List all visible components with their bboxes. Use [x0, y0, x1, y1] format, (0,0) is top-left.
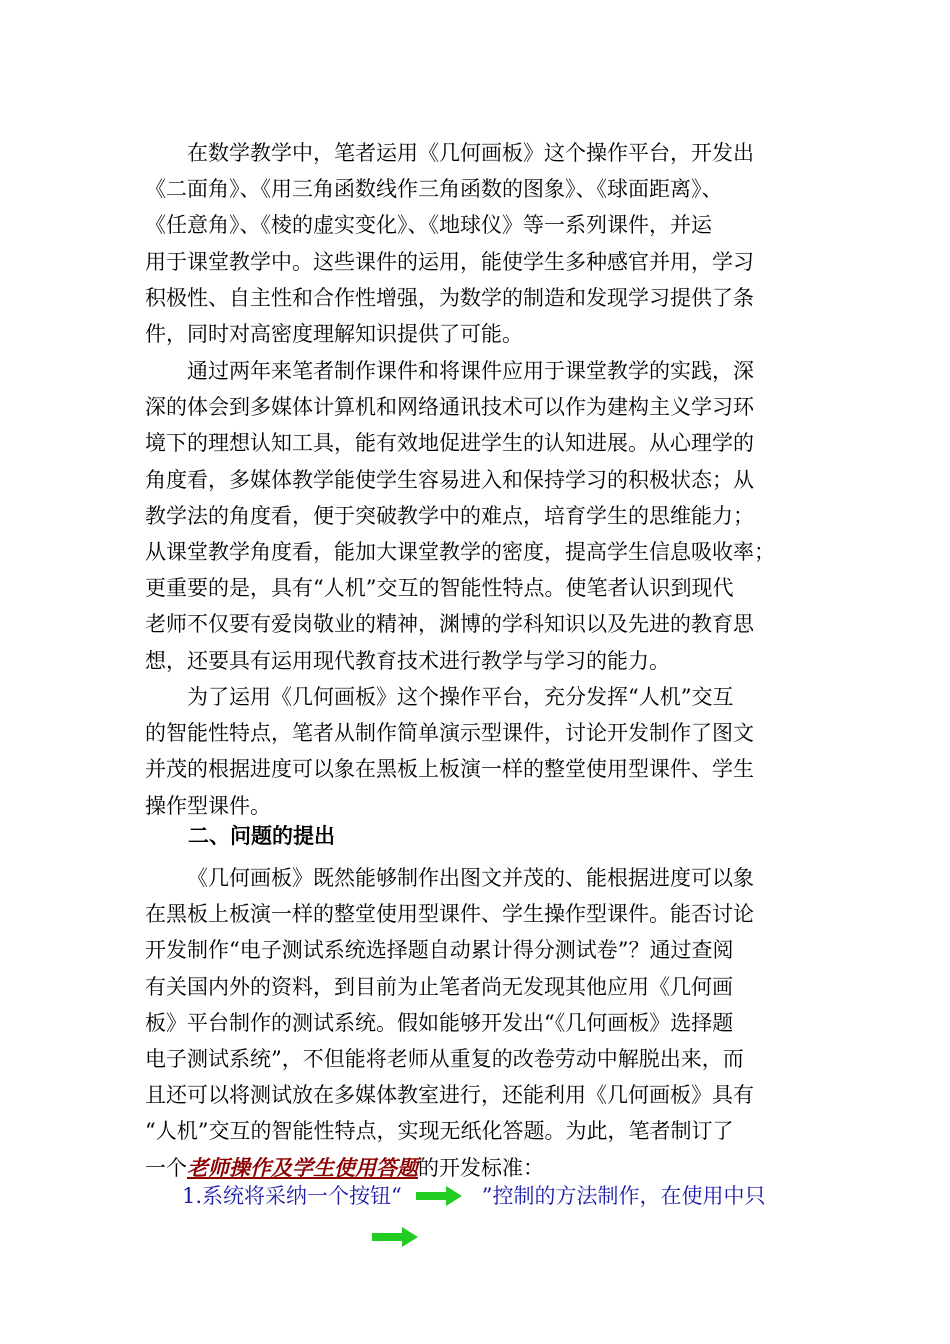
paragraph-2	[145, 353, 805, 679]
paragraph-1	[145, 135, 805, 352]
last-line-prefix: 一个	[145, 1155, 187, 1180]
item-prefix: 1.系统将采纳一个按钮“	[182, 1184, 402, 1208]
text-line: 操作型课件。	[145, 793, 271, 818]
text-line: 在黑板上板演一样的整堂使用型课件、学生操作型课件。能否讨论	[145, 902, 754, 927]
text-line: 积极性、自主性和合作性增强，为数学的制造和发现学习提供了条	[145, 285, 754, 310]
text-line: 深的体会到多媒体计算机和网络通讯技术可以作为建构主义学习环	[145, 395, 754, 420]
text-line: “人机”交互的智能性特点，实现无纸化答题。为此，笔者制订了	[145, 1119, 734, 1144]
text-line: 并茂的根据进度可以象在黑板上板演一样的整堂使用型课件、学生	[145, 757, 754, 782]
last-line-suffix: 的开发标准：	[418, 1155, 544, 1180]
text-line: 想，还要具有运用现代教育技术进行教学与学习的能力。	[145, 648, 670, 673]
text-line: 境下的理想认知工具，能有效地促进学生的认知进展。从心理学的	[145, 431, 754, 456]
text-line: 教学法的角度看，便于突破教学中的难点，培育学生的思维能力；	[145, 503, 754, 528]
text-line: 开发制作“电子测试系统选择题自动累计得分测试卷”？通过查阅	[145, 938, 734, 963]
text-line: 从课堂教学角度看，能加大课堂教学的密度，提高学生信息吸收率；	[145, 540, 775, 565]
text-line: 老师不仅要有爱岗敬业的精神，渊博的学科知识以及先进的教育思	[145, 612, 754, 637]
text-line: 板》平台制作的测试系统。假如能够开发出“《几何画板》选择题	[145, 1010, 734, 1035]
text-line: 《几何画板》既然能够制作出图文并茂的、能根据进度可以象	[187, 866, 754, 890]
section-heading: 二、问题的提出	[188, 824, 335, 848]
text-line: 有关国内外的资料，到目前为止笔者尚无发现其他应用《几何画	[145, 974, 733, 999]
text-line: 用于课堂教学中。这些课件的运用，能使学生多种感官并用，学习	[145, 249, 754, 274]
text-line: 通过两年来笔者制作课件和将课件应用于课堂教学的实践，深	[187, 359, 754, 383]
paragraph-4	[145, 860, 805, 1186]
list-item-1	[182, 1178, 822, 1214]
text-line: 为了运用《几何画板》这个操作平台，充分发挥“人机”交互	[187, 685, 734, 709]
text-line: 更重要的是，具有“人机”交互的智能性特点。使笔者认识到现代	[145, 576, 734, 601]
text-line: 《二面角》、《用三角函数线作三角函数的图象》、《球面距离》、	[145, 177, 723, 202]
text-line: 角度看，多媒体教学能使学生容易进入和保持学习的积极状态；从	[145, 467, 754, 492]
right-arrow-icon[interactable]	[416, 1185, 462, 1207]
text-line: 且还可以将测试放在多媒体教室进行，还能利用《几何画板》具有	[145, 1083, 754, 1108]
emphasis-text: 老师操作及学生使用答题	[187, 1154, 418, 1180]
text-line: 《任意角》、《棱的虚实变化》、《地球仪》等一系列课件，并运	[145, 213, 712, 238]
text-line: 的智能性特点，笔者从制作简单演示型课件，讨论开发制作了图文	[145, 721, 754, 746]
right-arrow-icon[interactable]	[372, 1226, 418, 1248]
item-suffix: ”控制的方法制作，在使用中只	[481, 1184, 766, 1208]
paragraph-3	[145, 679, 805, 824]
text-line: 电子测试系统”，不但能将老师从重复的改卷劳动中解脱出来，而	[145, 1047, 744, 1072]
text-line: 在数学教学中，笔者运用《几何画板》这个操作平台，开发出	[187, 141, 754, 165]
text-line: 件，同时对高密度理解知识提供了可能。	[145, 322, 523, 347]
